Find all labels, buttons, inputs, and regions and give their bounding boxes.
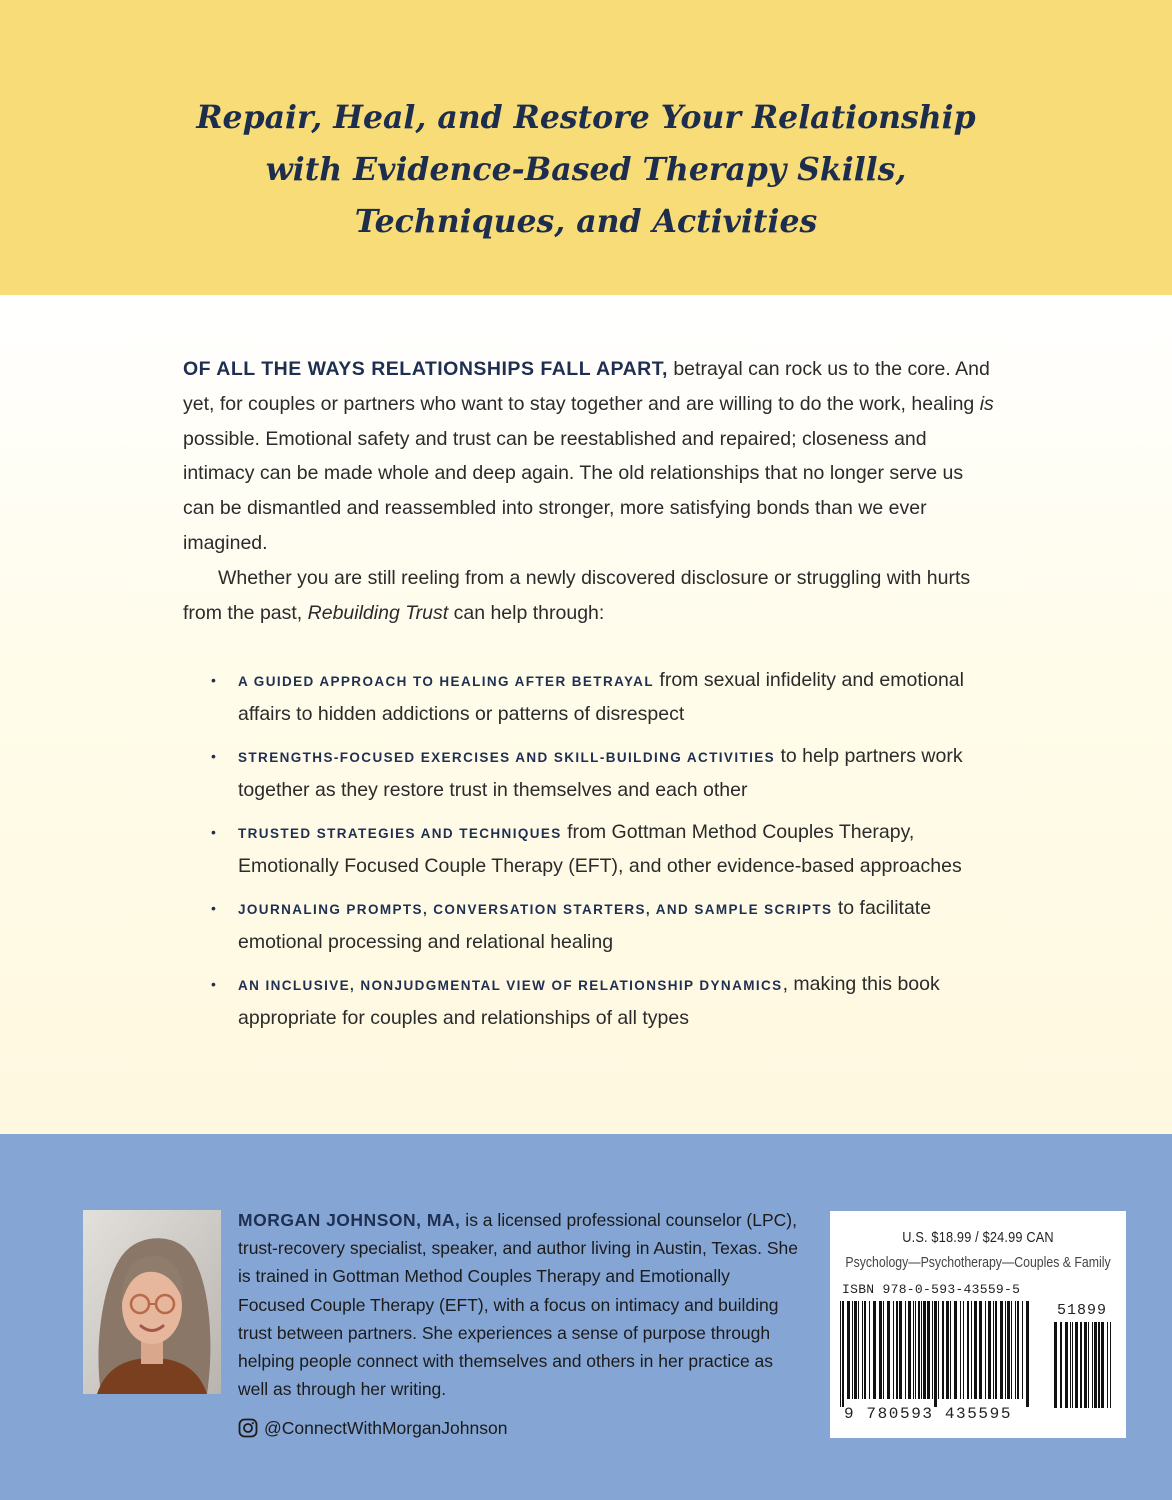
barcode-bar bbox=[963, 1301, 964, 1399]
list-item-caps: AN INCLUSIVE, NONJUDGMENTAL VIEW OF RELATIONSHIP DYNAMICS bbox=[238, 978, 783, 993]
barcode-bar bbox=[887, 1301, 890, 1399]
barcode-bar bbox=[934, 1301, 937, 1407]
book-title: Rebuilding Trust bbox=[307, 601, 449, 624]
barcode-bar bbox=[1054, 1322, 1057, 1408]
barcode-bar bbox=[896, 1301, 898, 1399]
list-item bbox=[211, 892, 998, 958]
author-bio bbox=[238, 1206, 798, 1403]
list-item bbox=[211, 740, 998, 806]
price-label: U.S. $18.99 / $24.99 CAN bbox=[902, 1229, 1054, 1246]
barcode-bar bbox=[988, 1301, 991, 1399]
barcode-bar bbox=[1007, 1301, 1010, 1399]
barcode-bar bbox=[1088, 1322, 1089, 1408]
barcode-bar bbox=[879, 1301, 882, 1399]
barcode-bar bbox=[1005, 1301, 1006, 1399]
list-item-text: from sexual infidelity and emotional affairs to hidden addictions or patterns of disrespect bbox=[238, 669, 964, 725]
barcode-bar bbox=[1075, 1322, 1078, 1408]
barcode-bar bbox=[1080, 1322, 1082, 1408]
social-handle[interactable]: @ConnectWithMorganJohnson bbox=[264, 1417, 508, 1438]
barcode-bar bbox=[950, 1301, 951, 1399]
social-handle-row bbox=[238, 1414, 507, 1442]
barcode-bar bbox=[993, 1301, 994, 1399]
author-name: MORGAN JOHNSON, MA, bbox=[238, 1210, 461, 1230]
list-item-caps: STRENGTHS-FOCUSED EXERCISES AND SKILL-BUILDING ACTIVITIES bbox=[238, 750, 776, 765]
category-label: Psychology—Psychotherapy—Couples & Family bbox=[845, 1254, 1111, 1271]
barcode-bar bbox=[1015, 1301, 1016, 1399]
bullet-dot: • bbox=[211, 900, 216, 916]
barcode-bar bbox=[1000, 1301, 1003, 1399]
barcode-digits: 9 780593 435595 bbox=[844, 1405, 1013, 1423]
tagline-line-3: Techniques, and Activities bbox=[354, 203, 818, 240]
barcode-bar bbox=[1110, 1322, 1111, 1408]
list-item-caps: JOURNALING PROMPTS, CONVERSATION STARTERS, AND SAMPLE SCRIPTS bbox=[238, 902, 833, 917]
barcode bbox=[830, 1211, 1126, 1438]
barcode-bar bbox=[1060, 1322, 1062, 1408]
list-item bbox=[211, 664, 998, 730]
barcode-bar bbox=[1094, 1322, 1097, 1408]
barcode-bar bbox=[995, 1301, 997, 1399]
bullet-dot: • bbox=[211, 672, 216, 688]
barcode-bar bbox=[1022, 1301, 1023, 1399]
list-item-caps: A GUIDED APPROACH TO HEALING AFTER BETRAYAL bbox=[238, 674, 654, 689]
barcode-bar bbox=[1084, 1322, 1087, 1408]
barcode-bar bbox=[967, 1301, 969, 1399]
intro-paragraph bbox=[183, 352, 998, 561]
intro-emphasis: is bbox=[979, 392, 994, 415]
barcode-bar bbox=[864, 1301, 866, 1399]
barcode-bar bbox=[979, 1301, 982, 1399]
barcode-bar bbox=[915, 1301, 916, 1399]
barcode-bar bbox=[908, 1301, 911, 1399]
barcode-bar bbox=[1065, 1322, 1068, 1408]
barcode-bar bbox=[842, 1301, 844, 1407]
barcode-bar bbox=[883, 1301, 884, 1399]
barcode-bar bbox=[893, 1301, 894, 1399]
barcode-bar bbox=[1092, 1322, 1093, 1408]
addon-code: 51899 bbox=[1057, 1302, 1108, 1319]
barcode-bar bbox=[918, 1301, 920, 1399]
author-photo bbox=[83, 1210, 221, 1394]
barcode-bar bbox=[1011, 1301, 1012, 1399]
barcode-bar bbox=[1101, 1322, 1104, 1408]
isbn-label: ISBN 978-0-593-43559-5 bbox=[842, 1282, 1021, 1297]
barcode-bar bbox=[932, 1301, 933, 1399]
barcode-bar bbox=[847, 1301, 850, 1399]
barcode-bar bbox=[974, 1301, 977, 1399]
list-item-text: to facilitate emotional processing and relational healing bbox=[238, 897, 932, 953]
barcode-bar bbox=[923, 1301, 926, 1399]
bullet-dot: • bbox=[211, 748, 216, 764]
list-item bbox=[211, 816, 998, 882]
barcode-bar bbox=[852, 1301, 853, 1399]
author-portrait-icon bbox=[83, 1210, 221, 1394]
second-paragraph-text-2: can help through: bbox=[448, 601, 605, 624]
barcode-bar bbox=[1107, 1322, 1108, 1408]
second-paragraph-text-1: Whether you are still reeling from a newly discovered disclosure or struggling with hurts from the past, bbox=[183, 567, 971, 624]
bullet-dot: • bbox=[211, 976, 216, 992]
bullet-dot: • bbox=[211, 824, 216, 840]
barcode-bar bbox=[960, 1301, 961, 1399]
list-item-caps: TRUSTED STRATEGIES AND TECHNIQUES bbox=[238, 826, 562, 841]
barcode-bar bbox=[927, 1301, 930, 1399]
list-item bbox=[211, 968, 998, 1034]
barcode-bar bbox=[854, 1301, 857, 1399]
barcode-bar bbox=[1072, 1322, 1073, 1408]
tagline-line-2: with Evidence-Based Therapy Skills, bbox=[265, 151, 907, 188]
barcode-bar bbox=[921, 1301, 922, 1399]
intro-text-1: betrayal can rock us to the core. And yet, for couples or partners who want to stay together and are willing to do the work, healing bbox=[183, 358, 990, 415]
barcode-bar bbox=[873, 1301, 876, 1399]
barcode-bar bbox=[946, 1301, 949, 1399]
barcode-bar bbox=[869, 1301, 870, 1399]
barcode-bar bbox=[858, 1301, 859, 1399]
intro-lead: OF ALL THE WAYS RELATIONSHIPS FALL APART, bbox=[183, 358, 668, 380]
author-bio-text: is a licensed professional counselor (LPC), trust-recovery specialist, speaker, and author living in Austin, Texas. She is trained in Gottman Method Couples Therapy and Emotionally Focused Couple Therapy (EFT), with a focus on intimacy and building trust between partners. She experiences a sense of purpose through helping people connect with themselves and others in her practice as well as through her writing. bbox=[238, 1210, 798, 1400]
barcode-bar bbox=[840, 1301, 841, 1407]
barcode-bar bbox=[1098, 1322, 1100, 1408]
barcode-bar bbox=[985, 1301, 986, 1399]
feature-list bbox=[211, 664, 998, 1044]
barcode-bar bbox=[954, 1301, 957, 1399]
second-paragraph bbox=[183, 561, 998, 631]
barcode-bar bbox=[899, 1301, 902, 1399]
list-item-text: from Gottman Method Couples Therapy, Emotionally Focused Couple Therapy (EFT), and other evidence-based approaches bbox=[238, 821, 962, 877]
barcode-bar bbox=[905, 1301, 906, 1399]
barcode-bar bbox=[938, 1301, 939, 1399]
list-item-text: to help partners work together as they restore trust in themselves and each other bbox=[238, 745, 963, 801]
instagram-icon bbox=[238, 1418, 258, 1438]
barcode-bar bbox=[913, 1301, 914, 1399]
price-barcode-box bbox=[830, 1211, 1126, 1438]
barcode-bar bbox=[1017, 1301, 1019, 1399]
tagline bbox=[0, 92, 1172, 248]
tagline-line-1: Repair, Heal, and Restore Your Relationship bbox=[196, 99, 976, 136]
barcode-bar bbox=[1026, 1301, 1029, 1407]
list-item-text: , making this book appropriate for couples and relationships of all types bbox=[238, 973, 940, 1029]
barcode-bar bbox=[971, 1301, 972, 1399]
barcode-bar bbox=[862, 1301, 863, 1399]
intro-text-2: possible. Emotional safety and trust can be reestablished and repaired; closeness and intimacy can be made whole and deep again. The old relationships that no longer serve us can be dismantled and reassembled into stronger, more satisfying bonds than we ever imagined. bbox=[183, 427, 964, 554]
barcode-bar bbox=[942, 1301, 944, 1399]
barcode-bar bbox=[1070, 1322, 1071, 1408]
